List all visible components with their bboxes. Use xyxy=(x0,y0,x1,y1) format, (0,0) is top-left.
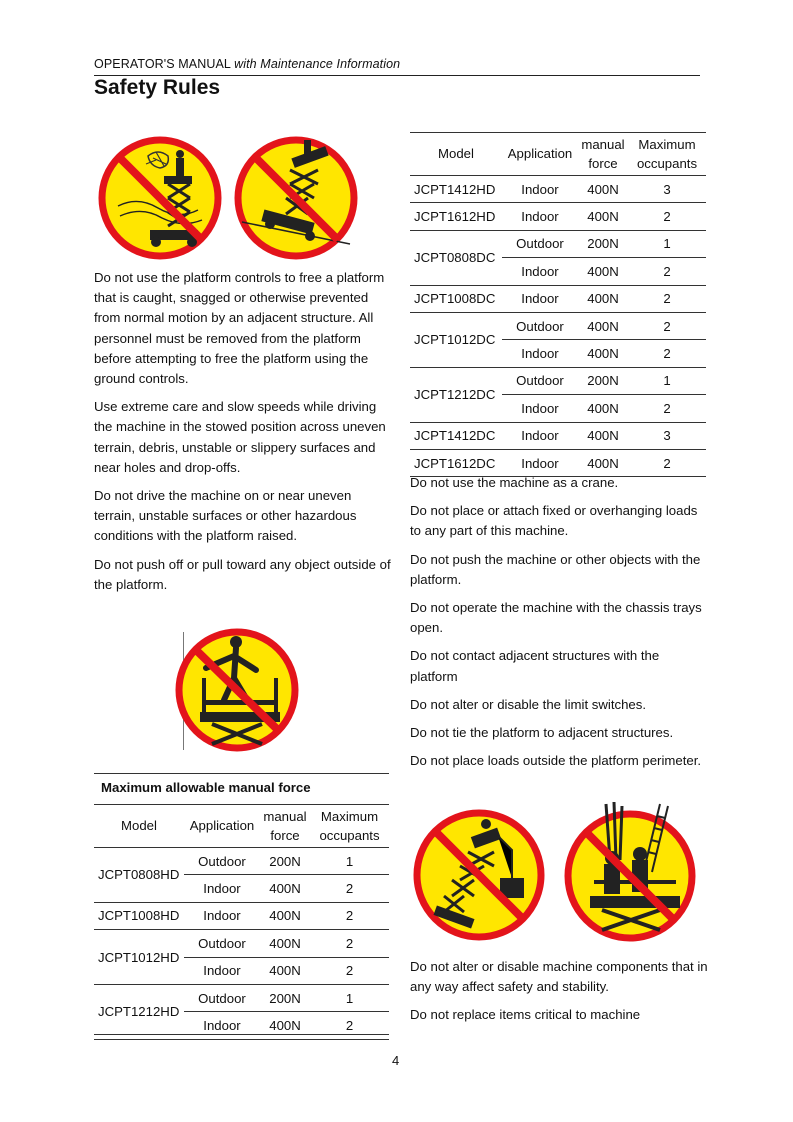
no-crane-icon xyxy=(412,808,546,942)
header-application: Application xyxy=(502,133,578,176)
paragraph: Do not tie the platform to adjacent structures. xyxy=(410,725,674,741)
cell-application: Outdoor xyxy=(184,930,260,957)
cell-occupants: 2 xyxy=(628,395,706,422)
header-manual-force: manual force xyxy=(260,805,310,848)
cell-application: Indoor xyxy=(502,285,578,312)
table-row xyxy=(410,230,706,257)
header-manual-force: manual force xyxy=(578,133,628,176)
cell-force: 400N xyxy=(578,340,628,367)
table-rule xyxy=(94,1034,389,1035)
cell-occupants: 1 xyxy=(628,230,706,257)
cell-application: Outdoor xyxy=(184,984,260,1011)
header-subtitle: with Maintenance Information xyxy=(234,57,401,71)
header-manual: OPERATOR'S MANUAL xyxy=(94,57,231,71)
no-push-pull-icon xyxy=(172,628,302,752)
paragraph: Do not push the machine or other objects with the platform. xyxy=(410,551,701,587)
table-header-row xyxy=(94,805,389,848)
cell-force: 400N xyxy=(578,203,628,230)
cell-occupants: 2 xyxy=(310,875,389,902)
no-uneven-terrain-driving-icon xyxy=(234,136,358,260)
paragraph: Do not alter or disable machine components that in any way affect safety and stability. xyxy=(410,959,708,995)
right-bottom-text xyxy=(410,957,708,1034)
cell-model: JCPT1012DC xyxy=(410,312,502,367)
cell-occupants: 2 xyxy=(310,930,389,957)
cell-force: 200N xyxy=(260,848,310,875)
header-model: Model xyxy=(410,133,502,176)
cell-occupants: 2 xyxy=(628,312,706,339)
cell-model: JCPT1412HD xyxy=(410,176,502,203)
paragraph: Do not push off or pull toward any object outside of the platform. xyxy=(94,556,391,592)
table-row xyxy=(410,176,706,203)
cell-occupants: 2 xyxy=(310,1012,389,1039)
cell-force: 400N xyxy=(578,395,628,422)
cell-application: Indoor xyxy=(502,449,578,476)
paragraph: Do not contact adjacent structures with the platform xyxy=(410,648,660,684)
cell-force: 400N xyxy=(260,930,310,957)
cell-force: 400N xyxy=(260,902,310,929)
cell-occupants: 3 xyxy=(628,176,706,203)
paragraph: Do not place loads outside the platform perimeter. xyxy=(410,753,702,769)
cell-force: 200N xyxy=(578,230,628,257)
cell-application: Indoor xyxy=(502,203,578,230)
cell-force: 200N xyxy=(260,984,310,1011)
no-freeing-caught-platform-icon xyxy=(98,136,222,260)
cell-occupants: 2 xyxy=(310,902,389,929)
cell-occupants: 3 xyxy=(628,422,706,449)
cell-application: Indoor xyxy=(502,176,578,203)
cell-force: 400N xyxy=(578,449,628,476)
cell-force: 400N xyxy=(578,258,628,285)
cell-occupants: 1 xyxy=(310,984,389,1011)
cell-occupants: 2 xyxy=(628,340,706,367)
cell-force: 400N xyxy=(578,285,628,312)
table-rule xyxy=(94,773,389,774)
table-row xyxy=(94,984,389,1011)
cell-force: 200N xyxy=(578,367,628,394)
cell-application: Indoor xyxy=(184,957,260,984)
cell-model: JCPT1212HD xyxy=(94,984,184,1039)
page-title: Safety Rules xyxy=(94,76,221,99)
paragraph: Do not place or attach fixed or overhanging loads to any part of this machine. xyxy=(410,503,698,539)
max-force-table xyxy=(94,805,389,1040)
table-row xyxy=(410,312,706,339)
no-overhanging-loads-icon xyxy=(560,800,700,942)
cell-occupants: 2 xyxy=(310,957,389,984)
header-max-occupants: Maximum occupants xyxy=(628,133,706,176)
cell-force: 400N xyxy=(260,875,310,902)
cell-occupants: 1 xyxy=(310,848,389,875)
table-row xyxy=(94,848,389,875)
cell-application: Outdoor xyxy=(502,312,578,339)
cell-application: Indoor xyxy=(184,902,260,929)
paragraph: Do not use the machine as a crane. xyxy=(410,475,619,490)
header-model: Model xyxy=(94,805,184,848)
cell-model: JCPT1612HD xyxy=(410,203,502,230)
cell-application: Outdoor xyxy=(502,230,578,257)
paragraph: Do not alter or disable the limit switches. xyxy=(410,696,647,712)
table-header-row xyxy=(410,133,706,176)
table-row xyxy=(94,930,389,957)
header-max-occupants: Maximum occupants xyxy=(310,805,389,848)
cell-model: JCPT1012HD xyxy=(94,930,184,985)
cell-model: JCPT1412DC xyxy=(410,422,502,449)
cell-application: Indoor xyxy=(184,1012,260,1039)
cell-application: Outdoor xyxy=(184,848,260,875)
paragraph: Do not operate the machine with the chassis trays open. xyxy=(410,600,702,636)
cell-force: 400N xyxy=(578,422,628,449)
cell-application: Outdoor xyxy=(502,367,578,394)
cell-application: Indoor xyxy=(502,422,578,449)
right-text xyxy=(410,473,708,779)
table-caption: Maximum allowable manual force xyxy=(101,780,311,795)
table-row xyxy=(94,902,389,929)
cell-model: JCPT1008HD xyxy=(94,902,184,929)
cell-force: 400N xyxy=(260,1012,310,1039)
cell-model: JCPT0808DC xyxy=(410,230,502,285)
cell-application: Indoor xyxy=(502,258,578,285)
cell-application: Indoor xyxy=(502,395,578,422)
cell-force: 400N xyxy=(260,957,310,984)
cell-application: Indoor xyxy=(502,340,578,367)
cell-occupants: 2 xyxy=(628,285,706,312)
cell-occupants: 2 xyxy=(628,203,706,230)
paragraph: Do not use the platform controls to free a platform that is caught, snagged or otherwise prevented from normal motion by an adjacent structure. All personnel must be removed from the platform before attempting to free the platform using the ground controls. xyxy=(94,270,385,387)
left-text xyxy=(94,268,394,603)
cell-force: 400N xyxy=(578,176,628,203)
cell-application: Indoor xyxy=(184,875,260,902)
cell-occupants: 2 xyxy=(628,258,706,285)
cell-model: JCPT1008DC xyxy=(410,285,502,312)
cell-model: JCPT0808HD xyxy=(94,848,184,903)
table-row xyxy=(410,203,706,230)
page-number: 4 xyxy=(392,1053,400,1068)
cell-force: 400N xyxy=(578,312,628,339)
table-row xyxy=(410,367,706,394)
paragraph: Do not drive the machine on or near uneven terrain, unstable surfaces or other hazardous conditions with the platform raised. xyxy=(94,488,357,544)
header-application: Application xyxy=(184,805,260,848)
table-row xyxy=(410,285,706,312)
paragraph: Use extreme care and slow speeds while driving the machine in the stowed position across uneven terrain, debris, unstable or slippery surfaces and near holes and drop-offs. xyxy=(94,399,386,475)
cell-model: JCPT1212DC xyxy=(410,367,502,422)
paragraph: Do not replace items critical to machine xyxy=(410,1007,641,1023)
table-row xyxy=(410,422,706,449)
cell-model: JCPT1612DC xyxy=(410,449,502,476)
running-header xyxy=(94,57,400,71)
max-force-table-continued xyxy=(410,133,706,477)
cell-occupants: 2 xyxy=(628,449,706,476)
cell-occupants: 1 xyxy=(628,367,706,394)
